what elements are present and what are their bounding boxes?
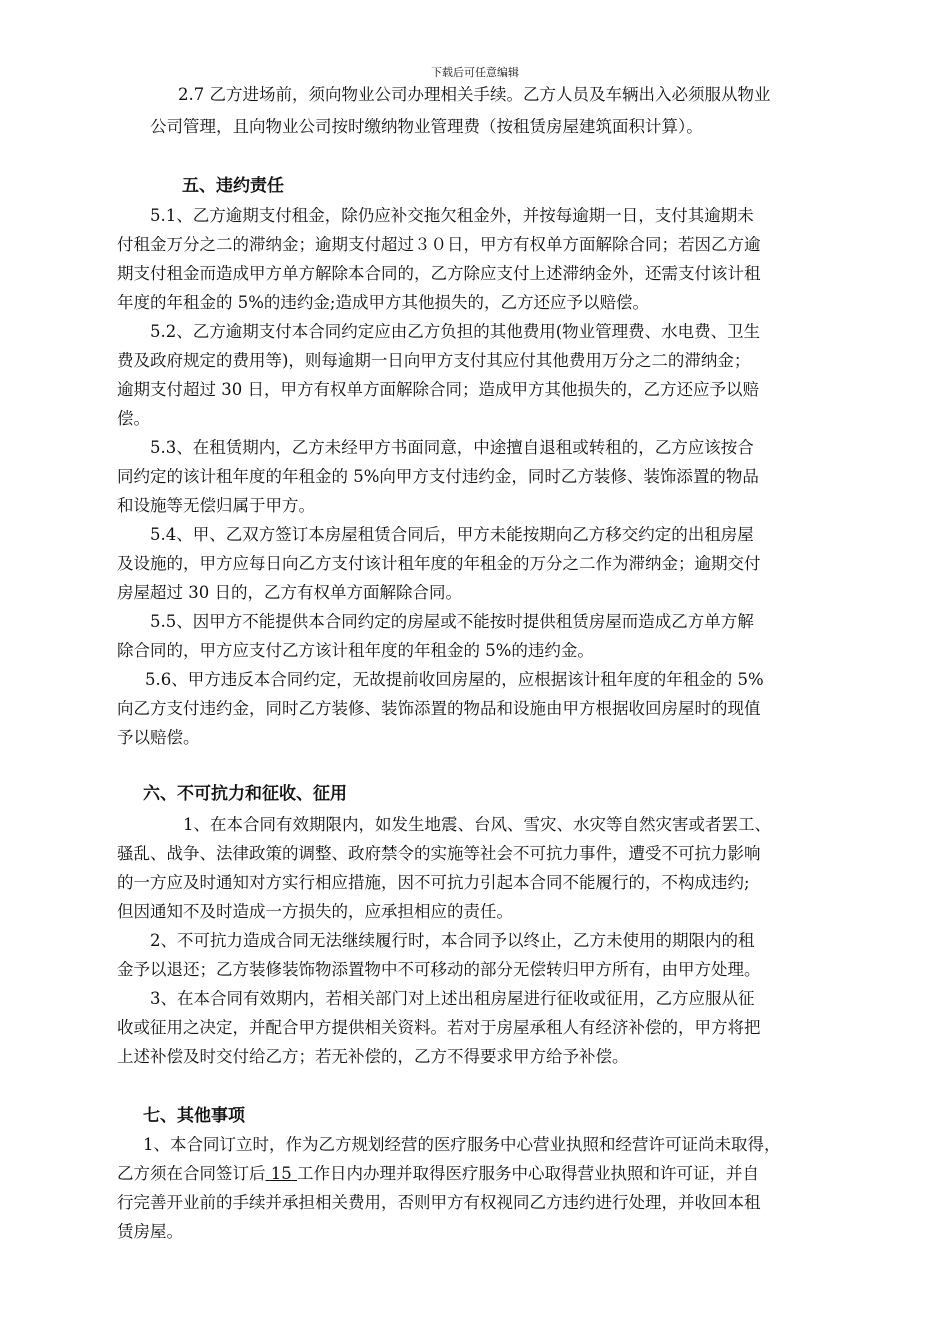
para-5-5-line: 5.5、因甲方不能提供本合同约定的房屋或不能按时提供租赁房屋而造成乙方单方解 <box>150 612 754 631</box>
section-6-title: 六、不可抗力和征收、征用 <box>143 784 347 804</box>
para-6-2-line: 2、不可抗力造成合同无法继续履行时，本合同予以终止，乙方未使用的期限内的租 <box>150 931 755 950</box>
header-note: 下载后可任意编辑 <box>431 66 519 79</box>
para-5-2-line: 逾期支付超过 30 日，甲方有权单方面解除合同；造成甲方其他损失的，乙方还应予以赔 <box>117 380 759 399</box>
para-5-3-line: 5.3、在租赁期内，乙方未经甲方书面同意，中途擅自退租或转租的，乙方应该按合 <box>150 438 754 457</box>
section-5-title: 五、违约责任 <box>182 176 284 196</box>
para-7-1-text-a: 乙方须在合同签订后 <box>117 1164 266 1183</box>
para-6-1-line: 的一方应及时通知对方实行相应措施，因不可抗力引起本合同不能履行的，不构成违约; <box>117 873 750 892</box>
para-5-1-line: 付租金万分之二的滞纳金；逾期支付超过３０日，甲方有权单方面解除合同；若因乙方逾 <box>117 235 761 254</box>
para-5-2-line: 偿。 <box>117 409 150 428</box>
para-6-3-line: 收或征用之决定，并配合甲方提供相关资料。若对于房屋承租人有经济补偿的，甲方将把 <box>117 1018 761 1037</box>
para-5-4-line: 5.4、甲、乙双方签订本房屋租赁合同后，甲方未能按期向乙方移交约定的出租房屋 <box>150 525 754 544</box>
para-6-1-line: 骚乱、战争、法律政策的调整、政府禁令的实施等社会不可抗力事件，遭受不可抗力影响 <box>117 844 761 863</box>
para-5-6-line: 5.6、甲方违反本合同约定，无故提前收回房屋的，应根据该计租年度的年租金的 5% <box>145 670 764 689</box>
para-5-6-line: 向乙方支付违约金，同时乙方装修、装饰添置的物品和设施由甲方根据收回房屋时的现值 <box>117 699 761 718</box>
section-7-title: 七、其他事项 <box>143 1106 245 1126</box>
para-5-4-line: 房屋超过 30 日的，乙方有权单方面解除合同。 <box>117 583 462 602</box>
para-5-1-line: 5.1、乙方逾期支付租金，除仍应补交拖欠租金外，并按每逾期一日，支付其逾期未 <box>150 206 754 225</box>
para-6-2-line: 金予以退还；乙方装修装饰物添置物中不可移动的部分无偿转归甲方所有，由甲方处理。 <box>117 960 761 979</box>
para-2-7-line-2: 公司管理，且向物业公司按时缴纳物业管理费（按租赁房屋建筑面积计算）。 <box>150 117 703 136</box>
para-5-4-line: 及设施的，甲方应每日向乙方支付该计租年度的年租金的万分之二作为滞纳金；逾期交付 <box>117 554 761 573</box>
para-6-1-line: 但因通知不及时造成一方损失的，应承担相应的责任。 <box>117 902 513 921</box>
para-2-7-line-1: 2.7 乙方进场前，须向物业公司办理相关手续。乙方人员及车辆出入必须服从物业 <box>178 85 771 104</box>
para-6-3-line: 上述补偿及时交付给乙方；若无补偿的，乙方不得要求甲方给予补偿。 <box>117 1047 629 1066</box>
para-5-5-line: 除合同的，甲方应支付乙方该计租年度的年租金的 5%的违约金。 <box>117 641 594 660</box>
working-days-number: 15 <box>270 1164 292 1183</box>
para-5-1-line: 年度的年租金的 5%的违约金;造成甲方其他损失的，乙方还应予以赔偿。 <box>117 293 649 312</box>
para-5-3-line: 同约定的该计租年度的年租金的 5%向甲方支付违约金，同时乙方装修、装饰添置的物品 <box>117 467 759 486</box>
para-5-6-line: 予以赔偿。 <box>117 728 200 747</box>
para-6-1-line: 1、在本合同有效期限内，如发生地震、台风、雪灾、水灾等自然灾害或者罢工、 <box>183 815 771 834</box>
para-6-3-line: 3、在本合同有效期内，若相关部门对上述出租房屋进行征收或征用，乙方应服从征 <box>150 989 755 1008</box>
para-7-1-line: 赁房屋。 <box>117 1222 183 1241</box>
para-7-1-line: 行完善开业前的手续并承担相关费用，否则甲方有权视同乙方违约进行处理，并收回本租 <box>117 1193 761 1212</box>
para-5-1-line: 期支付租金而造成甲方单方解除本合同的，乙方除应支付上述滞纳金外，还需支付该计租 <box>117 264 761 283</box>
para-5-2-line: 5.2、乙方逾期支付本合同约定应由乙方负担的其他费用(物业管理费、水电费、卫生 <box>150 322 761 341</box>
working-days-value <box>266 1164 298 1183</box>
para-7-1-line: 1、本合同订立时，作为乙方规划经营的医疗服务中心营业执照和经营许可证尚未取得， <box>143 1135 781 1154</box>
para-7-1-text-b: 工作日内办理并取得医疗服务中心取得营业执照和许可证，并自 <box>297 1164 759 1183</box>
para-5-2-line: 费及政府规定的费用等)，则每逾期一日向甲方支付其应付其他费用万分之二的滞纳金； <box>117 351 751 370</box>
para-7-1-line <box>117 1163 759 1185</box>
para-5-3-line: 和设施等无偿归属于甲方。 <box>117 496 315 515</box>
